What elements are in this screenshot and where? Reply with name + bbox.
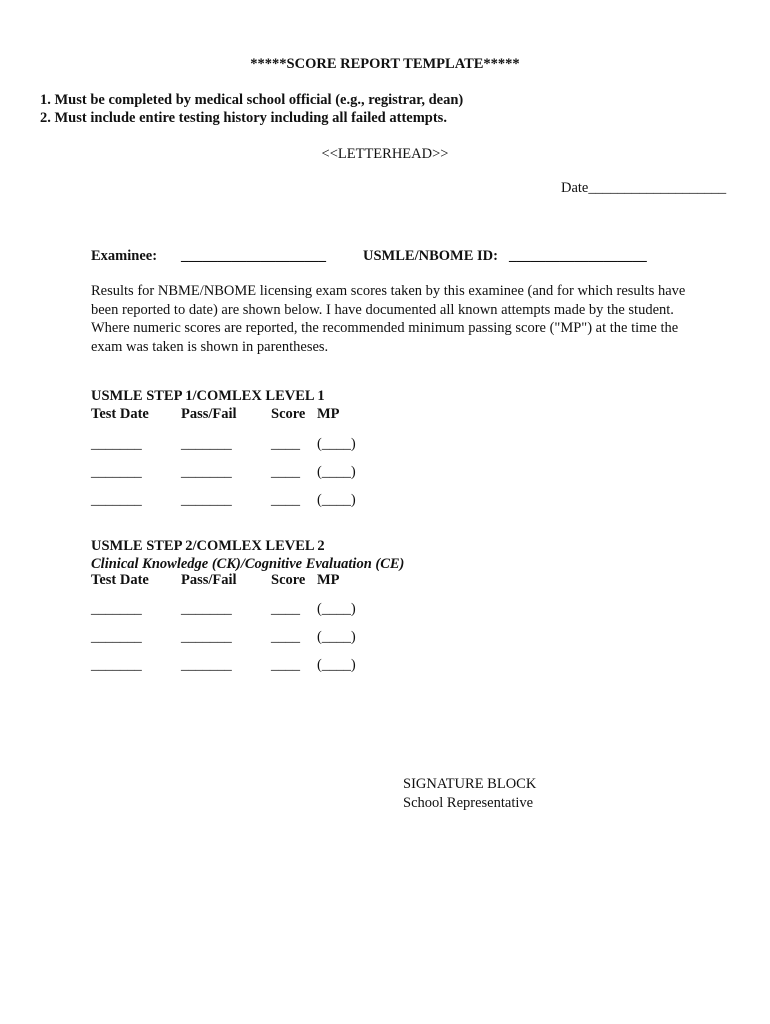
step1-header-pass-fail: Pass/Fail [181,406,237,422]
step2-title: USMLE STEP 2/COMLEX LEVEL 2 [91,538,325,554]
signature-block: SIGNATURE BLOCK [403,776,537,792]
requirement-1: 1. Must be completed by medical school official (e.g., registrar, dean) [40,92,464,108]
examinee-field[interactable]: ____________________ [181,248,326,264]
pass-fail-field[interactable]: _______ [181,629,232,645]
id-field[interactable]: ___________________ [509,248,647,264]
score-field[interactable]: ____ [271,629,300,645]
date-field[interactable]: Date___________________ [561,180,727,196]
test-date-field[interactable]: _______ [91,436,142,452]
pass-fail-field[interactable]: _______ [181,492,232,508]
test-date-field[interactable]: _______ [91,629,142,645]
step2-header-score: Score [271,572,306,588]
mp-field[interactable]: (____) [317,464,356,480]
score-field[interactable]: ____ [271,601,300,617]
score-field[interactable]: ____ [271,492,300,508]
test-date-field[interactable]: _______ [91,464,142,480]
step1-title: USMLE STEP 1/COMLEX LEVEL 1 [91,388,325,404]
step1-header-test-date: Test Date [91,406,149,422]
mp-field[interactable]: (____) [317,657,356,673]
pass-fail-field[interactable]: _______ [181,601,232,617]
score-field[interactable]: ____ [271,436,300,452]
mp-field[interactable]: (____) [317,492,356,508]
requirement-2: 2. Must include entire testing history including all failed attempts. [40,110,447,126]
step1-header-mp: MP [317,406,340,422]
test-date-field[interactable]: _______ [91,601,142,617]
step2-header-test-date: Test Date [91,572,149,588]
results-paragraph: Results for NBME/NBOME licensing exam scores taken by this examinee (and for which results have been reported to date) are shown below. I have documented all known attempts made by the student. Where numeric scores are reported, the recommended minimum passing score ("MP") at the time the exam was taken is shown in parentheses. [91,283,686,355]
mp-field[interactable]: (____) [317,629,356,645]
step2-subtitle: Clinical Knowledge (CK)/Cognitive Evaluation (CE) [91,556,405,572]
test-date-field[interactable]: _______ [91,657,142,673]
step2-header-mp: MP [317,572,340,588]
mp-field[interactable]: (____) [317,601,356,617]
score-field[interactable]: ____ [271,657,300,673]
mp-field[interactable]: (____) [317,436,356,452]
pass-fail-field[interactable]: _______ [181,657,232,673]
examinee-label: Examinee: [91,248,158,264]
signature-role: School Representative [403,795,534,811]
document-title: *****SCORE REPORT TEMPLATE***** [250,56,520,72]
letterhead-placeholder: <<LETTERHEAD>> [321,146,449,162]
pass-fail-field[interactable]: _______ [181,464,232,480]
score-field[interactable]: ____ [271,464,300,480]
test-date-field[interactable]: _______ [91,492,142,508]
pass-fail-field[interactable]: _______ [181,436,232,452]
id-label: USMLE/NBOME ID: [363,248,498,264]
step2-header-pass-fail: Pass/Fail [181,572,237,588]
step1-header-score: Score [271,406,306,422]
